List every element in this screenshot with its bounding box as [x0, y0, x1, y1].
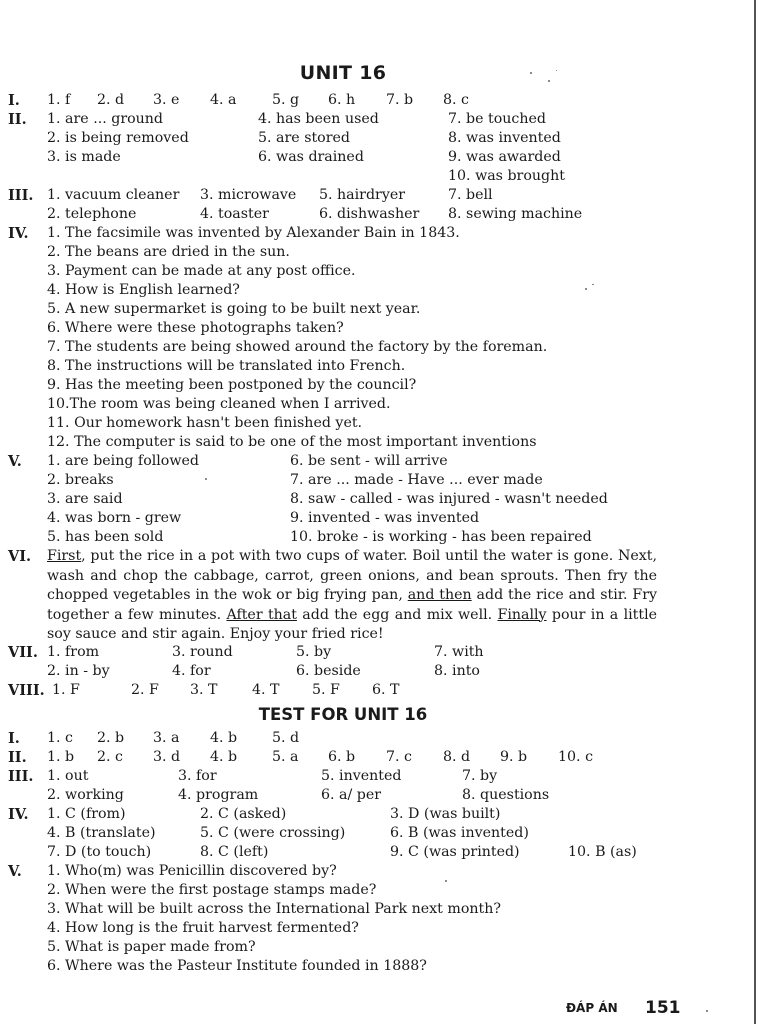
- answer-item: 10. B (as): [568, 844, 637, 860]
- answer-item: 3. are said: [47, 491, 123, 507]
- answer-line: 9. Has the meeting been postponed by the council?: [47, 377, 417, 393]
- answer-line: 10.The room was being cleaned when I arrived.: [47, 396, 391, 412]
- answer-item: 1. are being followed: [47, 453, 199, 469]
- answer-line: 11. Our homework hasn't been finished yet.: [47, 415, 363, 431]
- answer-item: 2. F: [131, 682, 159, 698]
- answer-item: 1. are ... ground: [47, 111, 163, 127]
- answer-item: 10. c: [558, 749, 594, 765]
- answer-item: 10. broke - is working - has been repaired: [290, 529, 592, 545]
- answer-item: 5. a: [272, 749, 299, 765]
- section-roman-numeral: VII.: [8, 644, 38, 661]
- footer-section-label: ĐÁP ÁN: [566, 1001, 618, 1015]
- answer-item: 6. be sent - will arrive: [290, 453, 448, 469]
- answer-item: 3. d: [153, 749, 181, 765]
- answer-item: 4. b: [210, 749, 238, 765]
- recipe-paragraph: First, put the rice in a pot with two cups of water. Boil until the water is gone. Next, wash and chop the cabbage, carrot, green onions, and bean sprouts. Then fry the chopped vegetables in the wok or big frying pan, and then add the rice and stir. Fry together a few minutes. After that add the egg and mix well. Finally pour in a little soy sauce and stir again. Enjoy your fried rice!: [47, 548, 658, 642]
- scan-speck: [556, 70, 557, 71]
- answer-item: 8. C (left): [200, 844, 269, 860]
- underlined-sequence-word: After that: [226, 606, 297, 623]
- answer-item: 2. C (asked): [200, 806, 287, 822]
- answer-item: 1. F: [52, 682, 80, 698]
- answer-item: 7. bell: [448, 187, 493, 203]
- answer-item: 6. was drained: [258, 149, 364, 165]
- answer-line: 7. The students are being showed around the factory by the foreman.: [47, 339, 548, 355]
- answer-item: 1. c: [47, 730, 73, 746]
- answer-line: 3. Payment can be made at any post office.: [47, 263, 356, 279]
- answer-item: 2. b: [97, 730, 125, 746]
- answer-item: 8. saw - called - was injured - wasn't needed: [290, 491, 608, 507]
- answer-item: 2. d: [97, 92, 125, 108]
- answer-item: 6. dishwasher: [319, 206, 420, 222]
- answer-item: 8. c: [443, 92, 469, 108]
- answer-item: 5. g: [272, 92, 300, 108]
- answer-item: 2. telephone: [47, 206, 137, 222]
- answer-item: 7. D (to touch): [47, 844, 152, 860]
- answer-item: 1. from: [47, 644, 100, 660]
- answer-item: 5. d: [272, 730, 300, 746]
- test-title: TEST FOR UNIT 16: [258, 705, 428, 724]
- answer-item: 6. b: [328, 749, 356, 765]
- answer-item: 7. are ... made - Have ... ever made: [290, 472, 543, 488]
- answer-item: 6. h: [328, 92, 356, 108]
- answer-item: 4. has been used: [258, 111, 379, 127]
- answer-line: 3. What will be built across the International Park next month?: [47, 901, 501, 917]
- scan-speck: [706, 1010, 708, 1012]
- answer-item: 6. B (was invented): [390, 825, 529, 841]
- answer-item: 4. B (translate): [47, 825, 156, 841]
- answer-line: 12. The computer is said to be one of the most important inventions: [47, 434, 537, 450]
- answer-item: 3. for: [178, 768, 217, 784]
- answer-item: 2. in - by: [47, 663, 110, 679]
- answer-item: 8. questions: [462, 787, 550, 803]
- scan-speck: [592, 284, 594, 285]
- section-roman-numeral: IV.: [8, 806, 29, 823]
- answer-item: 1. f: [47, 92, 71, 108]
- scan-speck: [205, 478, 207, 480]
- answer-line: 4. How long is the fruit harvest fermented?: [47, 920, 359, 936]
- scan-speck: [445, 880, 447, 882]
- answer-line: 1. Who(m) was Penicillin discovered by?: [47, 863, 337, 879]
- answer-item: 7. be touched: [448, 111, 546, 127]
- section-roman-numeral: V.: [8, 453, 22, 470]
- answer-item: 4. toaster: [200, 206, 269, 222]
- answer-item: 4. T: [252, 682, 280, 698]
- page-title: UNIT 16: [299, 62, 387, 84]
- answer-line: 8. The instructions will be translated into French.: [47, 358, 406, 374]
- answer-item: 3. T: [190, 682, 218, 698]
- answer-item: 2. breaks: [47, 472, 114, 488]
- answer-item: 7. c: [386, 749, 412, 765]
- section-roman-numeral: I.: [8, 730, 20, 747]
- answer-item: 4. was born - grew: [47, 510, 182, 526]
- answer-line: 5. A new supermarket is going to be built next year.: [47, 301, 421, 317]
- scan-speck: [530, 72, 532, 74]
- section-roman-numeral: III.: [8, 187, 34, 204]
- answer-item: 3. e: [153, 92, 180, 108]
- answer-line: 4. How is English learned?: [47, 282, 240, 298]
- answer-item: 3. microwave: [200, 187, 297, 203]
- answer-item: 6. a/ per: [321, 787, 382, 803]
- section-roman-numeral: II.: [8, 749, 27, 766]
- answer-item: 3. D (was built): [390, 806, 501, 822]
- answer-item: 4. program: [178, 787, 259, 803]
- answer-item: 1. out: [47, 768, 89, 784]
- answer-item: 5. by: [296, 644, 332, 660]
- answer-item: 2. is being removed: [47, 130, 189, 146]
- answer-item: 10. was brought: [448, 168, 565, 184]
- answer-item: 5. invented: [321, 768, 402, 784]
- answer-item: 5. F: [312, 682, 340, 698]
- answer-item: 5. C (were crossing): [200, 825, 346, 841]
- answer-item: 7. with: [434, 644, 484, 660]
- answer-item: 6. beside: [296, 663, 361, 679]
- underlined-sequence-word: First: [47, 548, 82, 564]
- answer-item: 4. b: [210, 730, 238, 746]
- answer-item: 2. c: [97, 749, 123, 765]
- answer-item: 8. d: [443, 749, 471, 765]
- answer-item: 1. b: [47, 749, 75, 765]
- answer-item: 9. C (was printed): [390, 844, 520, 860]
- answer-item: 9. b: [500, 749, 528, 765]
- scan-speck: [548, 80, 550, 82]
- answer-item: 3. is made: [47, 149, 121, 165]
- answer-line: 6. Where were these photographs taken?: [47, 320, 344, 336]
- section-roman-numeral: VI.: [8, 548, 32, 565]
- answer-item: 8. was invented: [448, 130, 561, 146]
- answer-item: 4. for: [172, 663, 211, 679]
- answer-item: 6. T: [372, 682, 400, 698]
- answer-item: 9. was awarded: [448, 149, 561, 165]
- answer-item: 3. a: [153, 730, 180, 746]
- answer-item: 2. working: [47, 787, 124, 803]
- answer-item: 1. C (from): [47, 806, 126, 822]
- answer-item: 9. invented - was invented: [290, 510, 480, 526]
- page-edge-line: [754, 0, 756, 1024]
- answer-item: 5. has been sold: [47, 529, 164, 545]
- section-roman-numeral: V.: [8, 863, 22, 880]
- answer-item: 1. vacuum cleaner: [47, 187, 180, 203]
- answer-line: 5. What is paper made from?: [47, 939, 256, 955]
- answer-item: 7. by: [462, 768, 498, 784]
- section-roman-numeral: III.: [8, 768, 34, 785]
- answer-line: 2. When were the first postage stamps made?: [47, 882, 377, 898]
- scan-speck: [585, 288, 587, 290]
- section-roman-numeral: IV.: [8, 225, 29, 242]
- section-roman-numeral: I.: [8, 92, 20, 109]
- underlined-sequence-word: Finally: [497, 606, 547, 623]
- answer-line: 6. Where was the Pasteur Institute founded in 1888?: [47, 958, 427, 974]
- answer-item: 8. sewing machine: [448, 206, 583, 222]
- section-roman-numeral: II.: [8, 111, 27, 128]
- answer-item: 4. a: [210, 92, 237, 108]
- page-number: 151: [645, 998, 681, 1018]
- answer-item: 5. hairdryer: [319, 187, 406, 203]
- answer-line: 1. The facsimile was invented by Alexander Bain in 1843.: [47, 225, 460, 241]
- answer-item: 3. round: [172, 644, 233, 660]
- answer-item: 5. are stored: [258, 130, 350, 146]
- answer-item: 8. into: [434, 663, 480, 679]
- answer-item: 7. b: [386, 92, 414, 108]
- section-roman-numeral: VIII.: [8, 682, 45, 699]
- answer-line: 2. The beans are dried in the sun.: [47, 244, 290, 260]
- underlined-sequence-word: and then: [407, 587, 472, 603]
